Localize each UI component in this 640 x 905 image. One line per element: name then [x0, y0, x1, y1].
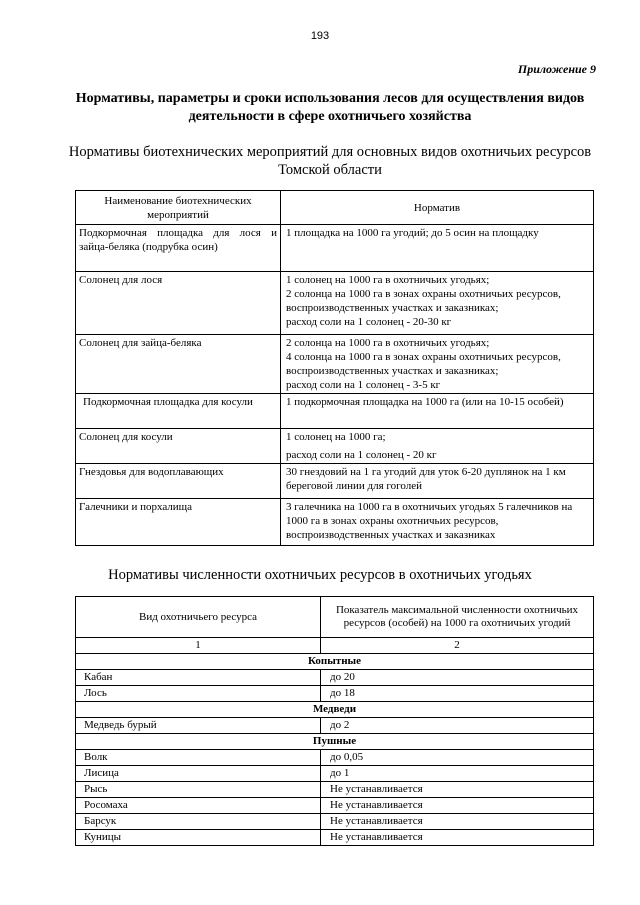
measure-name: Подкормочная площадка для косули	[76, 394, 281, 429]
column-header-norm: Норматив	[281, 191, 594, 225]
table2-title: Нормативы численности охотничьих ресурсов в охотничьих угодьях	[108, 567, 532, 583]
species-norm: Не устанавливается	[321, 830, 594, 846]
measure-norm	[281, 225, 594, 272]
table-row	[76, 225, 594, 272]
measure-norm	[281, 464, 594, 499]
species-name: Росомаха	[76, 798, 321, 814]
norm-line: 1 подкормочная площадка на 1000 га (или на 10-15 особей)	[286, 396, 564, 408]
column-number: 2	[321, 638, 594, 654]
table-header-row	[76, 191, 594, 225]
group-row	[76, 702, 594, 718]
species-name: Барсук	[76, 814, 321, 830]
measure-norm	[281, 394, 594, 429]
species-name: Лисица	[76, 766, 321, 782]
table-row	[76, 766, 594, 782]
measure-norm	[281, 335, 594, 394]
table-row	[76, 830, 594, 846]
norm-line: 30 гнездовий на 1 га угодий для уток 6-20 дуплянок на 1 км береговой линии для гоголей	[286, 466, 566, 492]
measure-name: Солонец для лося	[76, 272, 281, 335]
norm-line: расход соли на 1 солонец - 20 кг	[286, 449, 437, 461]
table-row	[76, 718, 594, 734]
species-norm: до 1	[321, 766, 594, 782]
column-header-measure: Наименование биотехнических мероприятий	[76, 191, 281, 225]
column-numbers-row	[76, 638, 594, 654]
group-row	[76, 654, 594, 670]
measure-norm	[281, 272, 594, 335]
measure-norm	[281, 499, 594, 546]
table-row	[76, 798, 594, 814]
table-row	[76, 686, 594, 702]
species-norm: Не устанавливается	[321, 814, 594, 830]
group-heading: Копытные	[76, 654, 594, 670]
norm-line: 2 солонца на 1000 га в зонах охраны охотничьих ресурсов, воспроизводственных участках и заказниках;	[286, 288, 561, 314]
norm-line: 2 солонца на 1000 га в охотничьих угодьях;	[286, 337, 490, 349]
measure-name: Солонец для косули	[76, 429, 281, 464]
species-name: Рысь	[76, 782, 321, 798]
table-header-row	[76, 597, 594, 638]
table-row	[76, 394, 594, 429]
species-norm: до 18	[321, 686, 594, 702]
species-norm: до 20	[321, 670, 594, 686]
table-row	[76, 670, 594, 686]
norm-line: 3 галечника на 1000 га в охотничьих угодьях 5 галечников на 1000 га в зонах охраны охотничьих ресурсов, воспроизводственных участках и заказниках	[286, 501, 573, 541]
table1-title: Нормативы биотехнических мероприятий для основных видов охотничьих ресурсов Томской области	[68, 144, 592, 178]
table-row	[76, 814, 594, 830]
table-row	[76, 499, 594, 546]
species-name: Медведь бурый	[76, 718, 321, 734]
species-name: Волк	[76, 750, 321, 766]
group-row	[76, 734, 594, 750]
norm-line: расход соли на 1 солонец - 3-5 кг	[286, 379, 441, 391]
measure-name: Подкормочная площадка для лося и зайца-беляка (подрубка осин)	[76, 225, 281, 272]
species-norm: до 2	[321, 718, 594, 734]
appendix-label: Приложение 9	[517, 62, 596, 76]
table-row	[76, 429, 594, 464]
table-row	[76, 335, 594, 394]
column-header-max-population: Показатель максимальной численности охотничьих ресурсов (особей) на 1000 га охотничьих угодий	[321, 597, 594, 638]
measure-name: Гнездовья для водоплавающих	[76, 464, 281, 499]
table-row	[76, 782, 594, 798]
column-header-species: Вид охотничьего ресурса	[76, 597, 321, 638]
species-norm: Не устанавливается	[321, 782, 594, 798]
group-heading: Пушные	[76, 734, 594, 750]
group-heading: Медведи	[76, 702, 594, 718]
norm-line: 1 площадка на 1000 га угодий; до 5 осин на площадку	[286, 227, 539, 239]
species-name: Куницы	[76, 830, 321, 846]
biotechnical-measures-table	[75, 190, 594, 546]
table-row	[76, 464, 594, 499]
norm-line: 4 солонца на 1000 га в зонах охраны охотничьих ресурсов, воспроизводственных участках и заказниках;	[286, 351, 561, 377]
norm-line: расход соли на 1 солонец - 20-30 кг	[286, 316, 452, 328]
table-row	[76, 272, 594, 335]
norm-line: 1 солонец на 1000 га в охотничьих угодьях;	[286, 274, 490, 286]
species-norm: до 0,05	[321, 750, 594, 766]
species-name: Лось	[76, 686, 321, 702]
measure-norm	[281, 429, 594, 464]
population-norms-table	[75, 596, 594, 846]
column-number: 1	[76, 638, 321, 654]
norm-line: 1 солонец на 1000 га;	[286, 431, 386, 443]
page-title: Нормативы, параметры и сроки использования лесов для осуществления видов деятельности в сфере охотничьего хозяйства	[75, 91, 585, 124]
measure-name: Солонец для зайца-беляка	[76, 335, 281, 394]
species-norm: Не устанавливается	[321, 798, 594, 814]
species-name: Кабан	[76, 670, 321, 686]
table-row	[76, 750, 594, 766]
measure-name: Галечники и порхалища	[76, 499, 281, 546]
page-number: 193	[310, 30, 330, 42]
